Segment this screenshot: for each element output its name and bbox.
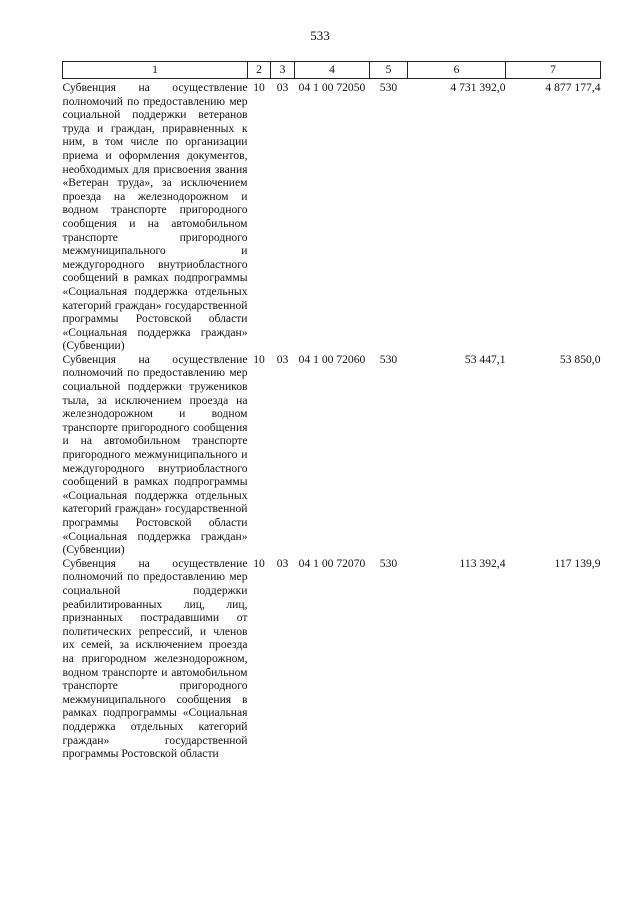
row-expense-type: 530 [379, 556, 398, 570]
table-row [63, 353, 601, 557]
row-expense-type: 530 [379, 352, 398, 366]
row-subsection: 03 [276, 556, 289, 570]
row-name: Субвенция на осуществление полномочий по предоставлению мер социальной поддержки тружеников тыла, за исключением проезда на железнодорожном и водном транспорте пригородного сообщения и на автомобильном транспорте пригородного межмуниципального и междугородного внутриобластного сообщений в рамках подпрограммы «Социальная поддержка отдельных категорий граждан» государственной программы Ростовской области «Социальная поддержка граждан» (Субвенции) [62, 352, 248, 557]
row-year-1-amount: 4 731 392,0 [450, 81, 506, 94]
row-target-code: 04 1 00 72060 [298, 352, 366, 366]
row-section: 10 [253, 556, 265, 570]
column-header-section: 2 [248, 62, 271, 79]
row-subsection: 03 [276, 81, 289, 94]
page-number: 533 [310, 28, 330, 43]
row-year-2-amount: 117 139,9 [554, 556, 601, 570]
row-target-code: 04 1 00 72070 [298, 556, 366, 570]
row-section: 10 [253, 352, 265, 366]
budget-table [62, 61, 601, 761]
row-year-2-amount: 4 877 177,4 [545, 81, 601, 94]
table-row [63, 79, 601, 353]
row-section: 10 [253, 81, 265, 94]
row-year-1-amount: 113 392,4 [459, 556, 506, 570]
row-year-1-amount: 53 447,1 [464, 352, 506, 366]
column-header-expense-type: 5 [370, 62, 408, 79]
row-subsection: 03 [276, 352, 289, 366]
table-row [63, 557, 601, 761]
column-header-target-code: 4 [295, 62, 370, 79]
column-header-name: 1 [63, 62, 248, 79]
column-header-subsection: 3 [271, 62, 295, 79]
table-header-row [63, 62, 601, 79]
column-header-year-2: 7 [506, 62, 601, 79]
row-name: Субвенция на осуществление полномочий по предоставлению мер социальной поддержки ветеранов труда и граждан, приравненных к ним, в том числе по организации приема и оформления документов, необходимых для присвоения звания «Ветеран труда», за исключением проезда на железнодорожном и водном транспорте пригородного сообщения и на автомобильном транспорте пригородного межмуниципального и междугородного внутриобластного сообщений в рамках подпрограммы «Социальная поддержка отдельных категорий граждан» государственной программы Ростовской области «Социальная поддержка граждан» (Субвенции) [62, 81, 248, 353]
row-target-code: 04 1 00 72050 [298, 81, 366, 94]
column-header-year-1: 6 [408, 62, 506, 79]
row-name: Субвенция на осуществление полномочий по предоставлению мер социальной поддержки реабилитированных лиц, лиц, признанных пострадавшими от политических репрессий, и членов их семей, за исключением проезда на пригородном железнодорожном, водном транспорте и автомобильном транспорте пригородного межмуниципального сообщения в рамках подпрограммы «Социальная поддержка отдельных категорий граждан» государственной программы Ростовской области [62, 556, 248, 761]
row-year-2-amount: 53 850,0 [559, 352, 601, 366]
row-expense-type: 530 [379, 81, 398, 94]
